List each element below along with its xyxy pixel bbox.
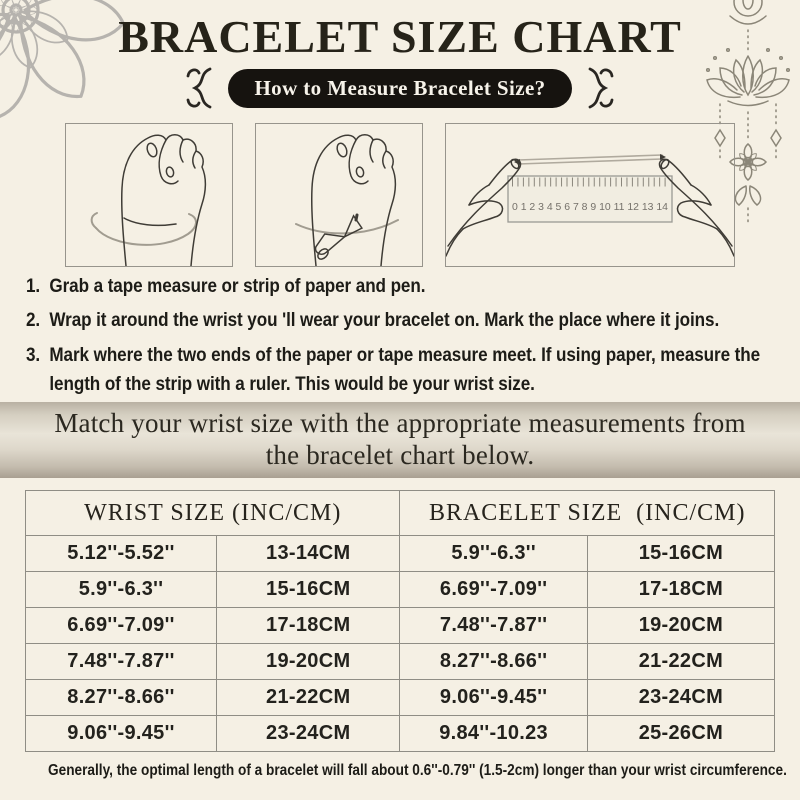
wrist-cm-cell: 19-20CM [216, 644, 400, 680]
badge-row [0, 66, 800, 110]
wrist-cm-cell: 21-22CM [216, 680, 400, 716]
step-number: 1. [26, 276, 41, 297]
bracelet-size-header: BRACELET SIZE (INC/CM) [400, 491, 775, 536]
bracelet-cm-cell: 21-22CM [587, 644, 774, 680]
table-row [26, 572, 775, 608]
ruler-numbers: 0 1 2 3 4 5 6 7 8 9 10 11 12 13 14 [512, 202, 669, 213]
wrist-cm-cell: 15-16CM [216, 572, 400, 608]
illustration-row [65, 123, 735, 267]
footer-note: Generally, the optimal length of a bracelet will fall about 0.6''-0.79'' (1.5-2cm) longer than your wrist circumference. [48, 762, 787, 779]
table-row [26, 536, 775, 572]
bracelet-cm-cell: 25-26CM [587, 716, 774, 752]
illustration-mark-pen [255, 123, 423, 267]
size-table [25, 490, 775, 752]
wrist-inch-cell: 5.9''-6.3'' [26, 572, 217, 608]
table-row [26, 680, 775, 716]
measuring-steps [26, 272, 789, 405]
bracelet-inch-cell: 6.69''-7.09'' [400, 572, 587, 608]
tape-curve-icon [92, 213, 196, 245]
step-text: Wrap it around the wrist you 'll wear your bracelet on. Mark the place where it joins. [49, 310, 720, 332]
illustration-measure-ruler [445, 123, 735, 267]
banner-text: Match your wrist size with the appropriate measurements from the bracelet chart below. [54, 408, 746, 470]
table-row [26, 608, 775, 644]
wrist-cm-cell: 13-14CM [216, 536, 400, 572]
step-item [26, 306, 789, 335]
how-to-measure-badge: How to Measure Bracelet Size? [228, 69, 571, 108]
table-header-row [26, 491, 775, 536]
step-number: 2. [26, 310, 41, 332]
wrist-inch-cell: 8.27''-8.66'' [26, 680, 217, 716]
match-size-banner [0, 402, 800, 478]
bracelet-cm-cell: 15-16CM [587, 536, 774, 572]
step-item [26, 272, 789, 301]
bracelet-inch-cell: 9.06''-9.45'' [400, 680, 587, 716]
bracelet-inch-cell: 7.48''-7.87'' [400, 608, 587, 644]
bracelet-inch-cell: 9.84''-10.23 [400, 716, 587, 752]
bracelet-inch-cell: 8.27''-8.66'' [400, 644, 587, 680]
illustration-wrap-tape [65, 123, 233, 267]
bracelet-cm-cell: 23-24CM [587, 680, 774, 716]
wrist-size-header: WRIST SIZE (INC/CM) [26, 491, 400, 536]
fist-hand-icon [122, 135, 206, 266]
right-flourish-icon [584, 65, 616, 111]
step-item [26, 341, 789, 400]
table-row [26, 716, 775, 752]
left-flourish-icon [184, 65, 216, 111]
wrist-inch-cell: 6.69''-7.09'' [26, 608, 217, 644]
step-text: Grab a tape measure or strip of paper and pen. [49, 276, 426, 297]
ruler-icon [508, 176, 672, 222]
bracelet-cm-cell: 19-20CM [587, 608, 774, 644]
page-title: BRACELET SIZE CHART [118, 11, 682, 62]
step-number: 3. [26, 344, 41, 366]
paper-strip-icon [518, 155, 662, 164]
marker-pen-icon [315, 215, 364, 261]
step-text: Mark where the two ends of the paper or tape measure meet. If using paper, measure the length of the strip with a ruler. This would be your wrist size. [49, 344, 761, 396]
bracelet-cm-cell: 17-18CM [587, 572, 774, 608]
wrist-inch-cell: 7.48''-7.87'' [26, 644, 217, 680]
wrist-cm-cell: 17-18CM [216, 608, 400, 644]
wrist-inch-cell: 5.12''-5.52'' [26, 536, 217, 572]
table-row [26, 644, 775, 680]
fist-hand-icon [312, 135, 396, 266]
bracelet-inch-cell: 5.9''-6.3'' [400, 536, 587, 572]
wrist-cm-cell: 23-24CM [216, 716, 400, 752]
wrist-inch-cell: 9.06''-9.45'' [26, 716, 217, 752]
